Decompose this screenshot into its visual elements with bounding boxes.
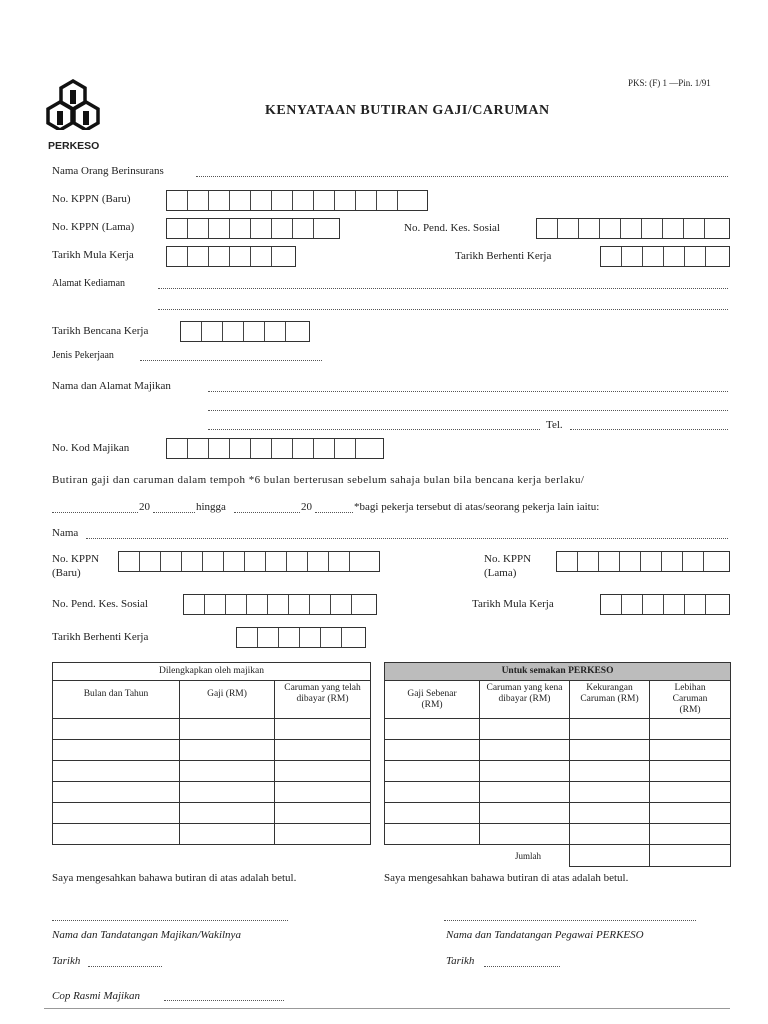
- total-lebihan[interactable]: [650, 845, 731, 867]
- kppn-baru-2-boxes[interactable]: [118, 551, 380, 572]
- employer-sign-label: Nama dan Tandatangan Majikan/Wakilnya: [52, 929, 241, 941]
- table-row: [53, 719, 371, 740]
- table-row: [385, 803, 731, 824]
- col-caruman-kena: Caruman yang kena dibayar (RM): [480, 681, 570, 719]
- total-kekurangan[interactable]: [570, 845, 650, 867]
- pend-kes-2-boxes[interactable]: [183, 594, 377, 615]
- kppn-lama-2-sub: (Lama): [484, 567, 517, 579]
- period-year-1-field[interactable]: [153, 512, 195, 513]
- majikan-field-2[interactable]: [208, 410, 728, 411]
- form-title: KENYATAAN BUTIRAN GAJI/CARUMAN: [265, 103, 550, 118]
- perkeso-logo: [46, 78, 102, 150]
- period-year-1: 20: [139, 501, 150, 513]
- pend-kes-label: No. Pend. Kes. Sosial: [404, 222, 500, 234]
- kppn-lama-label: No. KPPN (Lama): [52, 221, 135, 233]
- tarikh-bencana-label: Tarikh Bencana Kerja: [52, 325, 149, 337]
- kppn-baru-2-sub: (Baru): [52, 567, 81, 579]
- period-hingga: hingga: [196, 501, 226, 513]
- col-caruman-dibayar: Caruman yang telah dibayar (RM): [275, 681, 371, 719]
- table-row: [385, 719, 731, 740]
- tarikh-berhenti-2-boxes[interactable]: [236, 627, 366, 648]
- employer-sign-line[interactable]: [52, 920, 288, 921]
- jenis-pekerjaan-label: Jenis Pekerjaan: [52, 350, 114, 361]
- col-gaji: Gaji (RM): [180, 681, 275, 719]
- jenis-pekerjaan-field[interactable]: [140, 360, 322, 361]
- table-row: [53, 740, 371, 761]
- tarikh-mula-boxes[interactable]: [166, 246, 296, 267]
- kppn-lama-boxes[interactable]: [166, 218, 340, 239]
- perkeso-emblem-icon: [46, 78, 100, 130]
- tel-label: Tel.: [546, 419, 563, 431]
- period-from-field[interactable]: [52, 512, 138, 513]
- col-kekurangan: Kekurangan Caruman (RM): [570, 681, 650, 719]
- col-lebihan: Lebihan Caruman (RM): [650, 681, 731, 719]
- perkeso-confirm: Saya mengesahkan bahawa butiran di atas adalah betul.: [384, 872, 629, 884]
- kod-majikan-label: No. Kod Majikan: [52, 442, 130, 454]
- tarikh-berhenti-label: Tarikh Berhenti Kerja: [455, 250, 552, 262]
- table-row: [385, 761, 731, 782]
- tel-field[interactable]: [570, 429, 728, 430]
- nama-field[interactable]: [86, 538, 728, 539]
- period-to-field[interactable]: [234, 512, 300, 513]
- employer-date-field[interactable]: [88, 966, 162, 967]
- majikan-label: Nama dan Alamat Majikan: [52, 380, 171, 392]
- tarikh-mula-2-label: Tarikh Mula Kerja: [472, 598, 554, 610]
- table-row: [53, 782, 371, 803]
- table-row: [385, 740, 731, 761]
- employer-table-header: Dilengkapkan oleh majikan: [53, 663, 371, 681]
- table-row: [385, 782, 731, 803]
- perkeso-table-header: Untuk semakan PERKESO: [385, 663, 731, 681]
- tarikh-bencana-boxes[interactable]: [180, 321, 310, 342]
- perkeso-date-field[interactable]: [484, 966, 560, 967]
- tarikh-berhenti-boxes[interactable]: [600, 246, 730, 267]
- employer-confirm: Saya mengesahkan bahawa butiran di atas adalah betul.: [52, 872, 297, 884]
- majikan-field-3[interactable]: [208, 429, 540, 430]
- period-year-2-field[interactable]: [315, 512, 353, 513]
- pend-kes-boxes[interactable]: [536, 218, 730, 239]
- table-row: [53, 803, 371, 824]
- kppn-baru-label: No. KPPN (Baru): [52, 193, 131, 205]
- alamat-field-2[interactable]: [158, 309, 728, 310]
- cop-label: Cop Rasmi Majikan: [52, 990, 140, 1002]
- alamat-field-1[interactable]: [158, 288, 728, 289]
- perkeso-date-label: Tarikh: [446, 955, 475, 967]
- col-bulan-tahun: Bulan dan Tahun: [53, 681, 180, 719]
- cop-field[interactable]: [164, 1000, 284, 1001]
- table-row: [53, 824, 371, 845]
- alamat-label: Alamat Kediaman: [52, 278, 126, 289]
- kppn-baru-2-label: No. KPPN: [52, 553, 100, 565]
- table-row: [53, 761, 371, 782]
- tarikh-mula-label: Tarikh Mula Kerja: [52, 249, 134, 261]
- insured-name-field[interactable]: [196, 176, 728, 177]
- page-bottom-rule: [44, 1008, 730, 1009]
- kppn-lama-2-label: No. KPPN: [484, 553, 532, 565]
- logo-text: PERKESO: [48, 140, 100, 152]
- pend-kes-2-label: No. Pend. Kes. Sosial: [52, 598, 148, 610]
- perkeso-sign-line[interactable]: [444, 920, 696, 921]
- total-row: [385, 845, 731, 867]
- perkeso-table: [384, 662, 731, 867]
- tarikh-berhenti-2-label: Tarikh Berhenti Kerja: [52, 631, 149, 643]
- employer-table: [52, 662, 371, 845]
- employer-date-label: Tarikh: [52, 955, 81, 967]
- period-year-2: 20: [301, 501, 312, 513]
- table-row: [385, 824, 731, 845]
- col-gaji-sebenar: Gaji Sebenar (RM): [385, 681, 480, 719]
- kppn-baru-boxes[interactable]: [166, 190, 428, 211]
- total-label: Jumlah: [385, 845, 570, 867]
- perkeso-sign-label: Nama dan Tandatangan Pegawai PERKESO: [446, 929, 644, 941]
- nama-label: Nama: [52, 527, 79, 539]
- statement-line-2: *bagi pekerja tersebut di atas/seorang pekerja lain iaitu:: [354, 501, 600, 513]
- majikan-field-1[interactable]: [208, 391, 728, 392]
- form-code: PKS: (F) 1 —Pin. 1/91: [628, 78, 711, 88]
- tarikh-mula-2-boxes[interactable]: [600, 594, 730, 615]
- kppn-lama-2-boxes[interactable]: [556, 551, 730, 572]
- statement-line-1: Butiran gaji dan caruman dalam tempoh *6 bulan berterusan sebelum sahaja bulan bila bencana kerja berlaku/: [52, 474, 585, 486]
- kod-majikan-boxes[interactable]: [166, 438, 384, 459]
- insured-name-label: Nama Orang Berinsurans: [52, 165, 164, 177]
